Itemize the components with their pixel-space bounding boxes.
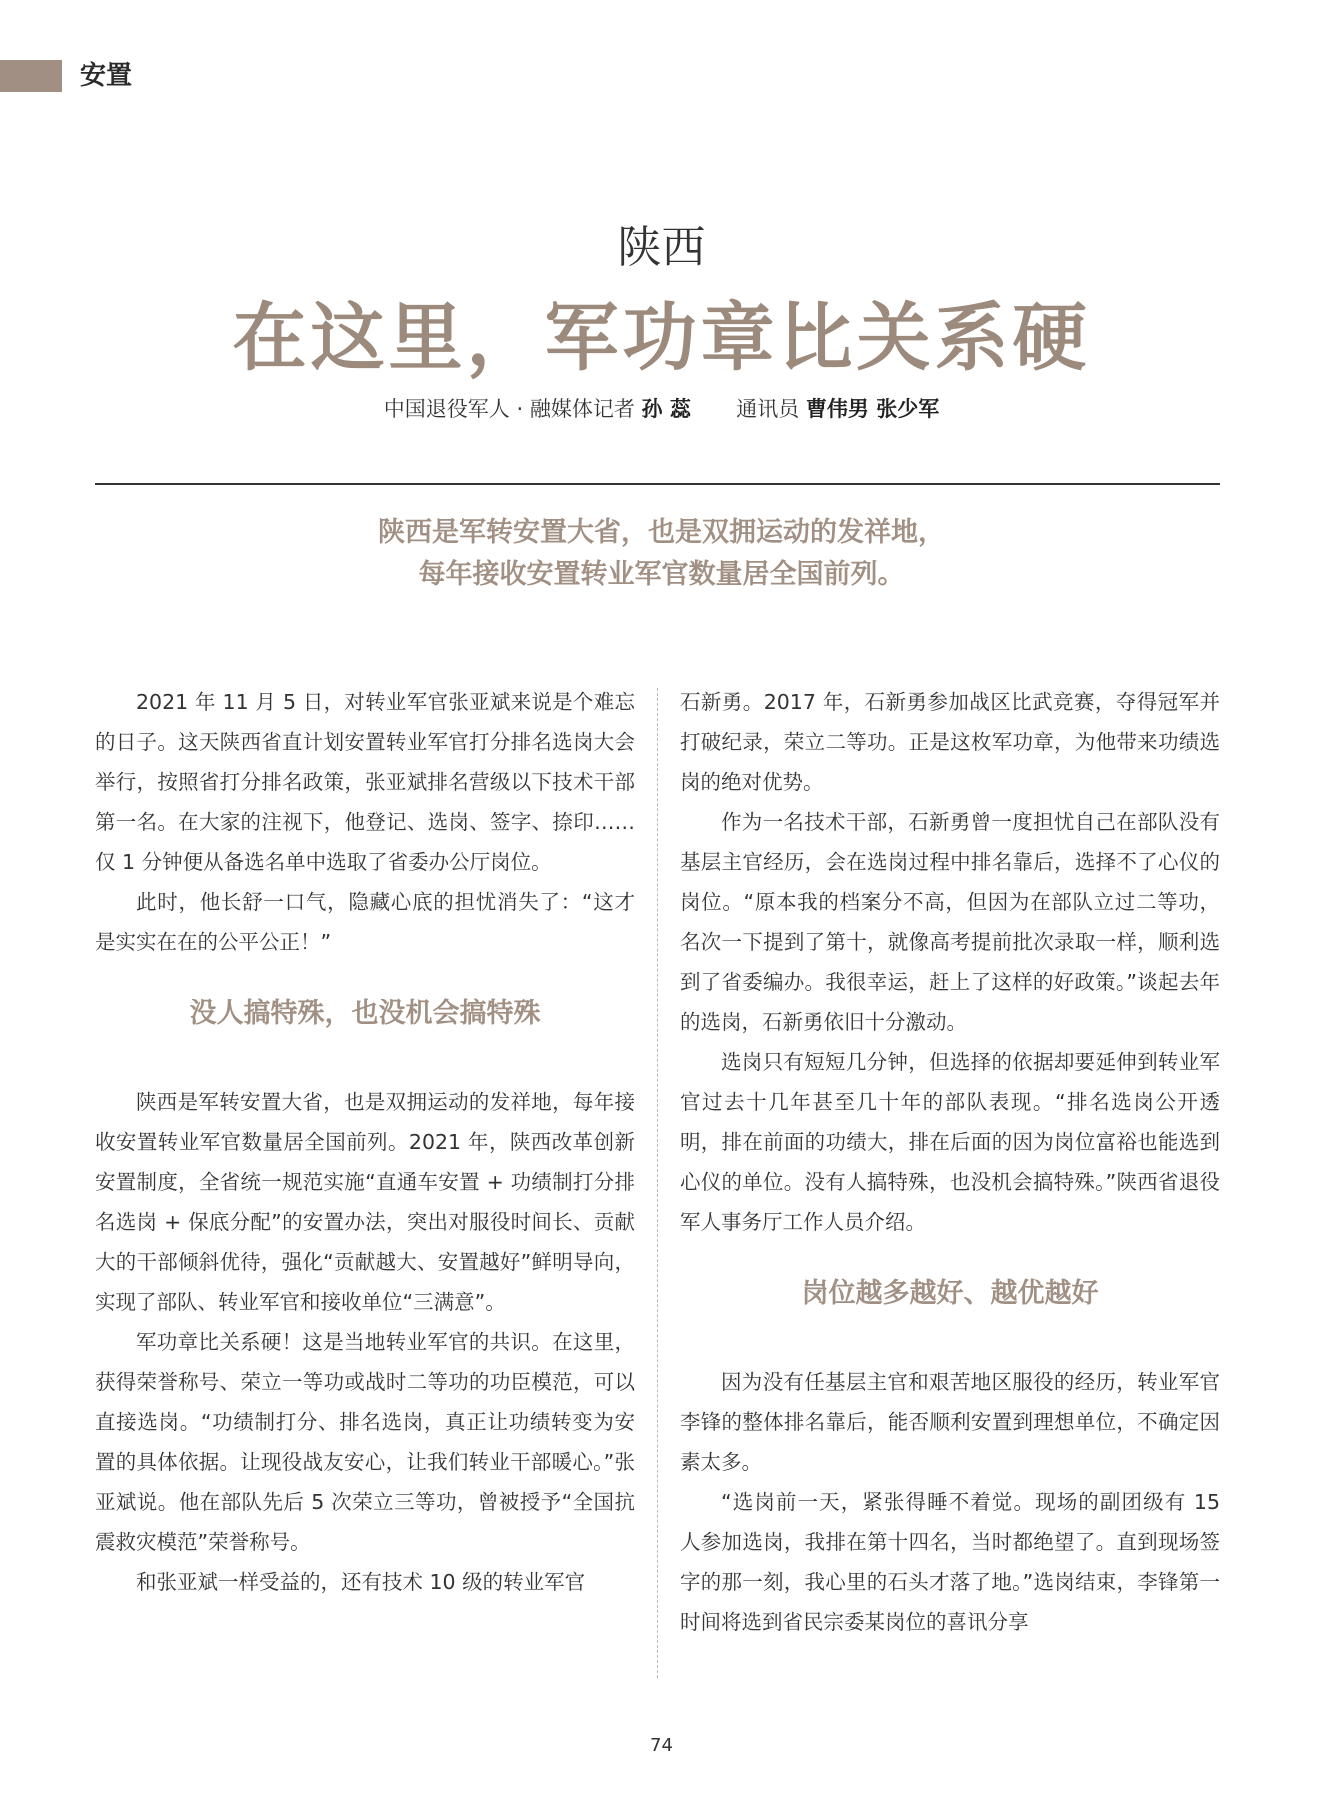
body-paragraph: 此时，他长舒一口气，隐藏心底的担忧消失了：“这才是实实在在的公平公正！” (95, 890, 635, 954)
body-paragraph: 选岗只有短短几分钟，但选择的依据却要延伸到转业军官过去十几年甚至几十年的部队表现。“排名选岗公开透明，排在前面的功绩大，排在后面的因为岗位富裕也能选到心仪的单位。没有人搞特殊，也没机会搞特殊。”陕西省退役军人事务厅工作人员介绍。 (680, 1050, 1220, 1234)
section-color-bar (0, 60, 62, 92)
byline-role2: 通讯员 (736, 397, 800, 421)
deck-line-1: 陕西是军转安置大省，也是双拥运动的发祥地， (378, 517, 945, 548)
article-kicker: 陕西 (617, 222, 706, 273)
right-column (680, 682, 1220, 1642)
page-number: 74 (650, 1735, 673, 1756)
deck-line-2: 每年接收安置转业军官数量居全国前列。 (418, 559, 905, 590)
article-deck (0, 512, 1323, 596)
byline-org-role: 中国退役军人 · 融媒体记者 (383, 397, 635, 421)
column-divider (657, 688, 658, 1678)
body-paragraph: 作为一名技术干部，石新勇曾一度担忧自己在部队没有基层主官经历，会在选岗过程中排名靠后，选择不了心仪的岗位。“原本我的档案分不高，但因为在部队立过二等功，名次一下提到了第十，就像高考提前批次录取一样，顺利选到了省委编办。我很幸运，赶上了这样的好政策。”谈起去年的选岗，石新勇依旧十分激动。 (680, 810, 1220, 1034)
body-paragraph: 2021 年 11 月 5 日，对转业军官张亚斌来说是个难忘的日子。这天陕西省直计划安置转业军官打分排名选岗大会举行，按照省打分排名政策，张亚斌排名营级以下技术干部第一名。在大家的注视下，他登记、选岗、签字、捺印……仅 1 分钟便从备选名单中选取了省委办公厅岗位。 (95, 690, 635, 874)
body-paragraph: 因为没有任基层主官和艰苦地区服役的经历，转业军官李锋的整体排名靠后，能否顺利安置到理想单位，不确定因素太多。 (680, 1370, 1220, 1474)
article-title: 在这里，军功章比关系硬 (232, 295, 1091, 381)
subheading-1: 没人搞特殊，也没机会搞特殊 (189, 998, 541, 1029)
byline (0, 394, 1323, 424)
subheading-2: 岗位越多越好、越优越好 (801, 1278, 1099, 1309)
byline-reporter: 孙 蕊 (641, 397, 691, 421)
left-column (95, 682, 635, 1602)
byline-correspondents: 曹伟男 张少军 (805, 397, 940, 421)
body-paragraph: “选岗前一天，紧张得睡不着觉。现场的副团级有 15 人参加选岗，我排在第十四名，当时都绝望了。直到现场签字的那一刻，我心里的石头才落了地。”选岗结束，李锋第一时间将选到省民宗委某岗位的喜讯分享 (680, 1490, 1220, 1634)
section-label: 安置 (80, 61, 133, 91)
body-paragraph: 军功章比关系硬！这是当地转业军官的共识。在这里，获得荣誉称号、荣立一等功或战时二等功的功臣模范，可以直接选岗。“功绩制打分、排名选岗，真正让功绩转变为安置的具体依据。让现役战友安心，让我们转业干部暖心。”张亚斌说。他在部队先后 5 次荣立三等功，曾被授予“全国抗震救灾模范”荣誉称号。 (95, 1330, 635, 1554)
body-paragraph: 石新勇。2017 年，石新勇参加战区比武竞赛，夺得冠军并打破纪录，荣立二等功。正是这枚军功章，为他带来功绩选岗的绝对优势。 (680, 690, 1220, 794)
body-paragraph: 和张亚斌一样受益的，还有技术 10 级的转业军官 (136, 1570, 586, 1594)
body-paragraph: 陕西是军转安置大省，也是双拥运动的发祥地，每年接收安置转业军官数量居全国前列。2021 年，陕西改革创新安置制度，全省统一规范实施“直通车安置 + 功绩制打分排名选岗 + 保底分配”的安置办法，突出对服役时间长、贡献大的干部倾斜优待，强化“贡献越大、安置越好”鲜明导向，实现了部队、转业军官和接收单位“三满意”。 (95, 1090, 635, 1314)
header-divider (95, 483, 1220, 485)
